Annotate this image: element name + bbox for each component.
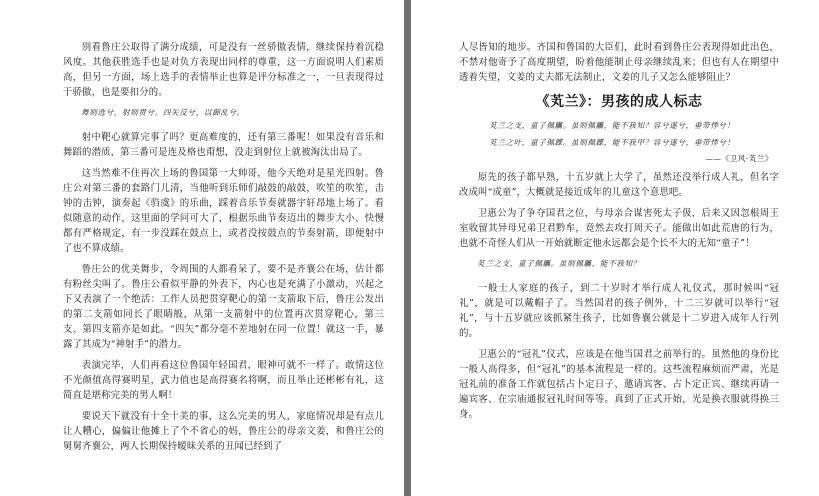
poem-quote: 芄兰之支，童子佩觿。虽则佩觿，能不我知？ <box>477 259 641 268</box>
paragraph: 别看鲁庄公取得了满分成绩，可是没有一丝骄傲表情，继续保持着沉稳风度。其他获胜选手也是对负方表现出同样的尊重，这一方面说明人们素质高，但另一方面，场上选手的表情举止也算是评分标准之一，一旦表现得过于骄傲，也是要扣分的。 <box>63 42 384 98</box>
paragraph: 人尽皆知的地步。齐国和鲁国的大臣们，此时看到鲁庄公表现得如此出色，不禁对他寄予了高度期望，盼着他能制止母亲继续乱来；但也有人在期望中透着失望，文姜的丈夫都无法制止，文姜的儿子又怎么能够阻止？ <box>459 42 779 83</box>
poem-source: ——《卫风·芄兰》 <box>705 154 773 163</box>
page-gutter <box>404 0 411 496</box>
paragraph: 卫惠公的“冠礼”仪式，应该是在他当国君之前举行的。虽然他的身份比一般人高得多，但“冠礼”的基本流程是一样的。这些流程麻烦而严肃，光是冠礼前的准备工作就包括占卜定日子、邀请宾客、占卜定正宾、继续再请一遍宾客、在宗庙通报冠礼时间等等。真到了正式开始，光是换衣服就得换三身。 <box>459 349 779 420</box>
paragraph: 一般士人家庭的孩子，到二十岁时才举行成人礼仪式，那时候叫“冠礼”，就是可以戴帽子了。当然国君的孩子例外，十二三岁就可以举行“冠礼”，与十五岁就应该抓紧生孩子，比如鲁襄公就是十二岁进入成年人行列的。 <box>459 283 779 339</box>
paragraph: 卫惠公为了争夺国君之位，与母亲合谋害死太子伋，后来又因忽根周王室收留其异母兄弟卫君黔牟，竟然去攻打周天子。能做出如此荒唐的行为，也就不奇怪人们从一开始就断定他永远都会是个长不大的无知“童子”！ <box>459 208 779 249</box>
paragraph: 鲁庄公的优美舞步，令周围的人都看呆了，要不是齐襄公在场，估计都有粉丝尖叫了。鲁庄公看似平静的外表下，内心也是充满了小激动，兴起之下又表演了一个绝活：工作人员把贯穿靶心的第一支箭取下后，鲁庄公发出的第二支箭如同长了眼睛般，从第一支箭射中的位置再次贯穿靶心，第三支、第四支箭亦是如此。“四矢”都分毫不差地射在同一位置！就这一手，暴露了其成为“神射手”的潜力。 <box>63 264 384 350</box>
paragraph: 原先的孩子都早熟，十五岁就上大学了，虽然还没举行成人礼，但名字改成叫“成童”，大概就是接近成年的儿童这个意思吧。 <box>459 172 779 198</box>
paragraph: 这当然难不住再次上场的鲁国第一大帅哥，他今天绝对是星光四射。鲁庄公对第三番的套路门儿清，当他听到乐师们敲鼓的敲鼓，吹笙的吹笙，击钟的击钟，演奏起《驺虞》的乐曲，踩着音乐节奏就器宇轩昂地上场了。看似随意的动作，这里面的学问可大了，根据乐曲节奏迈出的舞步大小、快慢都有严格规定，有一步没踩在鼓点上，或者没按鼓点的节奏射箭，即便射中了也不算成绩。 <box>63 168 384 254</box>
poem-quote: 舞则选兮，射则贯兮。四矢反兮，以御乱兮。 <box>81 108 245 117</box>
poem-quote: 芄兰之叶，童子佩韘。虽则佩韘，能不我甲？容兮遂兮，垂带悸兮！ <box>489 138 735 147</box>
paragraph: 射中靶心就算完事了吗？更高难度的，还有第三番呢！如果没有音乐和舞蹈的潜质，第三番可是连及格也甭想，没走到射位上就被淘汰出局了。 <box>63 132 384 158</box>
poem-quote: 芄兰之支，童子佩觿。虽则佩觿，能不我知？容兮遂兮，垂带悸兮！ <box>489 121 735 130</box>
section-title: 《芄兰》：男孩的成人标志 <box>535 94 703 110</box>
left-page <box>0 0 404 496</box>
right-page <box>411 0 819 496</box>
paragraph: 要说天下就没有十全十美的事，这么完美的男人，家庭情况却是有点儿让人糟心，偏偏让他摊上了个不省心的妈，鲁庄公的母亲文姜，和鲁庄公的舅舅齐襄公，两人长期保持暧昧关系的丑闻已经到了 <box>63 411 384 452</box>
paragraph: 表演完毕，人们再看这位鲁国年轻国君，眼神可就不一样了。敢情这位不光颜值高得赛明星，武力值也是高得赛名将啊，而且举止还彬彬有礼，这简直是堪称完美的男人啊！ <box>63 360 384 401</box>
